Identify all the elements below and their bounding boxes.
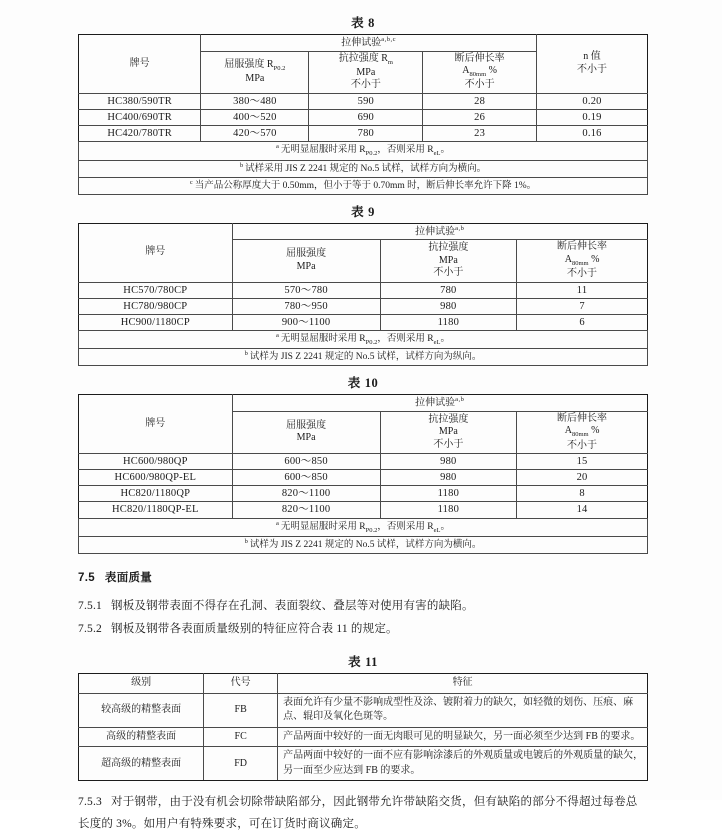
table-row [79, 693, 648, 727]
table-10-header-elongation-subscript: 80mm [571, 431, 589, 439]
section-number: 7.5 [78, 571, 95, 584]
table-8-cell-nvalue: 0.16 [537, 126, 648, 142]
table-row [79, 502, 648, 518]
table-10-header-tensile-strength [380, 411, 517, 453]
table-8-header-elongation-symbol: A [462, 65, 470, 77]
table-10-cell-brand: HC820/1180QP-EL [79, 502, 233, 518]
footnote-sub-2: eL [433, 150, 441, 158]
table-row [79, 470, 648, 486]
table-10-cell-elongation: 15 [517, 454, 648, 470]
table-row [79, 314, 648, 330]
table-8-header-tensile-subscript: m [387, 58, 393, 66]
table-10-footnote-row [79, 518, 648, 536]
table-10-caption-label: 表 [347, 376, 361, 391]
footnote-text-post: 。 [440, 334, 450, 345]
table-11-cell-grade: 超高级的精整表面 [79, 747, 204, 781]
table-9-cell-elongation: 11 [517, 282, 648, 298]
table-9-header-elongation-label: 断后伸长率 [557, 241, 608, 253]
footnote-marker: b [244, 537, 248, 545]
table-10-caption-number: 10 [364, 376, 379, 391]
footnote-text-mid: ，否则采用 R [377, 334, 434, 345]
table-10-header-row-1 [79, 395, 648, 412]
table-9-header-tensile-label: 抗拉强度 [428, 242, 469, 254]
table-8-header-elongation [423, 51, 537, 93]
footnote-text-post: 。 [440, 145, 450, 156]
table-10-footnote-a [79, 518, 648, 536]
table-10-cell-tensile: 980 [380, 470, 517, 486]
table-9-cell-brand: HC570/780CP [79, 282, 233, 298]
paragraph-number: 7.5.3 [78, 796, 102, 809]
table-11-cell-feature: 表面允许有少量不影响成型性及涂、镀附着力的缺欠，如轻微的划伤、压痕、麻点、辊印及氧化色斑等。 [278, 693, 648, 727]
table-10-cell-tensile: 980 [380, 454, 517, 470]
table-8-header-group-label: 拉伸试验 [341, 37, 382, 49]
footnote-text: 当产品公称厚度大于 0.50mm，但小于等于 0.70mm 时，断后伸长率允许下降 1%。 [194, 180, 537, 191]
table-8-cell-yield: 420～570 [201, 126, 309, 142]
table-9-caption [78, 202, 648, 220]
table-8-cell-brand: HC400/690TR [79, 110, 201, 126]
table-10-cell-elongation: 20 [517, 470, 648, 486]
table-row [79, 282, 648, 298]
table-8-cell-nvalue: 0.19 [537, 110, 648, 126]
table-8-cell-tensile: 780 [309, 126, 423, 142]
table-10-cell-yield: 820～1100 [232, 502, 380, 518]
table-10-header-tensile-unit: MPa [438, 426, 458, 438]
table-11-cell-feature: 产品两面中较好的一面不应有影响涂漆后的外观质量或电镀后的外观质量的缺欠，另一面至少应达到 FB 的要求。 [278, 747, 648, 781]
table-10-header-elongation-label: 断后伸长率 [557, 412, 608, 424]
table-8-header-nvalue-line1: n 值 [583, 51, 601, 63]
paragraph-text: 钢板及钢带表面不得存在孔洞、表面裂纹、叠层等对使用有害的缺陷。 [111, 599, 474, 612]
table-10-footnote-b [79, 536, 648, 553]
table-10-header-tensile-label: 抗拉强度 [428, 413, 469, 425]
table-10-cell-yield: 600～850 [232, 470, 380, 486]
table-10-header-group [232, 395, 647, 412]
table-9-cell-brand: HC780/980CP [79, 298, 233, 314]
table-8-footnote-row [79, 160, 648, 177]
table-8-cell-yield: 380～480 [201, 93, 309, 109]
table-8-header-tensile-unit: MPa [356, 66, 376, 78]
table-8-header-group-superscript: a,b,c [381, 36, 397, 43]
table-row [79, 727, 648, 747]
table-9-header-group-label: 拉伸试验 [415, 225, 456, 237]
table-8-cell-yield: 400～520 [201, 110, 309, 126]
paragraph-7-5-2 [78, 619, 648, 640]
table-8-cell-elongation: 23 [423, 126, 537, 142]
footnote-marker: c [189, 178, 193, 186]
table-9-cell-elongation: 7 [517, 298, 648, 314]
table-9-caption-label: 表 [351, 204, 365, 219]
table-10-header-tensile-limit: 不小于 [433, 438, 464, 450]
table-8-cell-brand: HC420/780TR [79, 126, 201, 142]
footnote-text-mid: ，否则采用 R [377, 145, 434, 156]
footnote-text-post: 。 [440, 521, 450, 532]
table-9-cell-yield: 570～780 [232, 282, 380, 298]
paragraph-text: 对于钢带，由于没有机会切除带缺陷部分，因此钢带允许带缺陷交货，但有缺陷的部分不得超过每卷总长度的 3%。如用户有特殊要求，可在订货时商议确定。 [78, 796, 638, 830]
table-row [79, 93, 648, 109]
table-9-header-elongation-subscript: 80mm [571, 259, 589, 267]
table-10-cell-brand: HC600/980QP [79, 454, 233, 470]
table-9-header-brand: 牌号 [79, 223, 233, 282]
paragraph-text: 钢板及钢带各表面质量级别的特征应符合表 11 的规定。 [111, 623, 398, 636]
footnote-text-pre: 无明显屈服时采用 R [280, 521, 366, 532]
footnote-marker: a [276, 331, 279, 339]
footnote-text: 试样为 JIS Z 2241 规定的 No.5 试样，试样方向为纵向。 [249, 352, 482, 363]
table-11-header-grade: 级别 [79, 674, 204, 694]
table-9-header-elongation [517, 240, 648, 282]
table-9-cell-yield: 900～1100 [232, 314, 380, 330]
footnote-marker: a [276, 519, 279, 527]
table-8-footnote-row [79, 142, 648, 160]
table-9-header-tensile-limit: 不小于 [433, 267, 464, 279]
table-9-cell-tensile: 1180 [380, 314, 517, 330]
table-10-header-yield-strength [232, 411, 380, 453]
table-8-cell-elongation: 26 [423, 110, 537, 126]
table-9-footnote-b [79, 349, 648, 366]
table-9-header-yield-unit: MPa [296, 260, 316, 272]
table-10-header-yield-unit: MPa [296, 432, 316, 444]
table-9-header-elongation-unit: % [591, 253, 600, 265]
table-8-header-brand: 牌号 [79, 35, 201, 94]
table-11-caption-number: 11 [365, 655, 378, 670]
table-10-header-group-superscript: a,b [455, 396, 465, 404]
table-row [79, 454, 648, 470]
table-8-header-tensile-strength [309, 51, 423, 93]
footnote-marker: b [239, 161, 244, 169]
footnote-text: 试样为 JIS Z 2241 规定的 No.5 试样，试样方向为横向。 [249, 539, 482, 550]
table-8-header-yield-unit: MPa [245, 73, 265, 85]
table-9-footnote-a [79, 330, 648, 348]
table-10-header-brand: 牌号 [79, 395, 233, 454]
table-10-caption [78, 373, 648, 391]
table-row [79, 747, 648, 781]
table-9-footnote-row [79, 349, 648, 366]
footnote-text-pre: 无明显屈服时采用 R [280, 334, 366, 345]
table-9-header-tensile-strength [380, 240, 517, 282]
paragraph-number: 7.5.1 [78, 599, 102, 612]
table-8-caption-number: 8 [368, 16, 375, 30]
footnote-sub-1: P0.2 [365, 150, 378, 158]
table-10-cell-tensile: 1180 [380, 502, 517, 518]
paragraph-7-5-1 [78, 596, 648, 617]
table-row [79, 110, 648, 126]
table-9-cell-yield: 780～950 [232, 298, 380, 314]
table-9-cell-elongation: 6 [517, 314, 648, 330]
section-title: 表面质量 [104, 571, 153, 584]
table-8-header-elongation-subscript: 80mm [469, 71, 487, 79]
table-9-header-tensile-unit: MPa [438, 254, 458, 266]
table-9-footnote-row [79, 330, 648, 348]
table-9-header-elongation-limit: 不小于 [567, 268, 598, 280]
table-11-header-row [79, 674, 648, 694]
table-11-cell-grade: 较高级的精整表面 [79, 693, 204, 727]
table-11-cell-code: FB [204, 693, 278, 727]
paragraph-7-5-3 [78, 792, 648, 835]
table-8-header-tensile-label: 抗拉强度 R [338, 52, 388, 64]
table-9-caption-number: 9 [368, 204, 375, 219]
table-9 [78, 223, 648, 367]
table-8-caption [78, 13, 648, 31]
table-10-header-elongation [517, 411, 648, 453]
footnote-marker: b [244, 350, 248, 358]
table-8-header-tensile-limit: 不小于 [350, 79, 381, 91]
table-9-cell-tensile: 780 [380, 282, 517, 298]
table-9-header-group [232, 223, 647, 240]
table-10-footnote-row [79, 536, 648, 553]
table-8-cell-nvalue: 0.20 [537, 93, 648, 109]
table-11-header-code: 代号 [204, 674, 278, 694]
footnote-text-pre: 无明显屈服时采用 R [280, 145, 366, 156]
table-10 [78, 394, 648, 554]
table-8-header-yield-strength [201, 51, 309, 93]
table-10-cell-tensile: 1180 [380, 486, 517, 502]
table-9-header-elongation-symbol: A [564, 253, 572, 265]
table-9-header-group-superscript: a,b [455, 224, 465, 232]
table-11-cell-code: FC [204, 727, 278, 747]
table-10-cell-yield: 600～850 [232, 454, 380, 470]
table-8-cell-elongation: 28 [423, 93, 537, 109]
table-8-header-nvalue-line2: 不小于 [577, 63, 608, 75]
table-8-footnote-b [79, 160, 648, 177]
table-8-footnote-row [79, 177, 648, 194]
table-11-cell-feature: 产品两面中较好的一面无肉眼可见的明显缺欠，另一面必须至少达到 FB 的要求。 [278, 727, 648, 747]
table-row [79, 486, 648, 502]
table-10-cell-elongation: 14 [517, 502, 648, 518]
footnote-sub-2: eL [433, 338, 441, 346]
table-11 [78, 673, 648, 781]
table-11-cell-code: FD [204, 747, 278, 781]
table-8-cell-brand: HC380/590TR [79, 93, 201, 109]
table-11-caption [78, 652, 648, 670]
table-10-header-elongation-limit: 不小于 [567, 439, 598, 451]
footnote-text: 试样采用 JIS Z 2241 规定的 No.5 试样，试样方向为横向。 [245, 163, 487, 174]
table-10-header-yield-label: 屈服强度 [286, 419, 327, 431]
table-10-cell-yield: 820～1100 [232, 486, 380, 502]
table-9-header-yield-strength [232, 240, 380, 282]
table-10-header-elongation-symbol: A [564, 425, 572, 437]
table-8-cell-tensile: 590 [309, 93, 423, 109]
table-8-header-elongation-label: 断后伸长率 [454, 52, 505, 64]
table-8-header-elongation-unit: % [488, 65, 497, 77]
table-8-footnote-c [79, 177, 648, 194]
table-8 [78, 34, 648, 195]
table-row [79, 126, 648, 142]
table-8-footnote-a [79, 142, 648, 160]
table-10-cell-elongation: 8 [517, 486, 648, 502]
table-11-cell-grade: 高级的精整表面 [79, 727, 204, 747]
table-row [79, 298, 648, 314]
paragraph-number: 7.5.2 [78, 623, 102, 636]
table-11-caption-label: 表 [348, 655, 362, 670]
table-8-header-yield-label: 屈服强度 R [224, 59, 274, 71]
table-8-header-row-1 [79, 35, 648, 52]
table-9-header-row-1 [79, 223, 648, 240]
footnote-marker: a [276, 143, 279, 151]
footnote-sub-1: P0.2 [365, 338, 378, 346]
table-10-header-group-label: 拉伸试验 [415, 397, 456, 409]
table-10-cell-brand: HC600/980QP-EL [79, 470, 233, 486]
footnote-sub-1: P0.2 [365, 526, 378, 534]
table-10-header-elongation-unit: % [591, 425, 600, 437]
footnote-text-mid: ，否则采用 R [377, 521, 434, 532]
footnote-sub-2: eL [433, 526, 441, 534]
table-10-cell-brand: HC820/1180QP [79, 486, 233, 502]
table-8-header-elongation-limit: 不小于 [464, 79, 495, 91]
table-11-header-feature: 特征 [278, 674, 648, 694]
table-8-header-nvalue [537, 35, 648, 94]
table-9-header-yield-label: 屈服强度 [286, 248, 327, 260]
table-8-cell-tensile: 690 [309, 110, 423, 126]
table-8-header-yield-subscript: P0.2 [273, 65, 286, 73]
table-9-cell-tensile: 980 [380, 298, 517, 314]
table-8-caption-label: 表 [351, 16, 365, 30]
section-heading-7-5 [78, 569, 648, 585]
table-9-cell-brand: HC900/1180CP [79, 314, 233, 330]
table-8-header-group [201, 35, 537, 52]
